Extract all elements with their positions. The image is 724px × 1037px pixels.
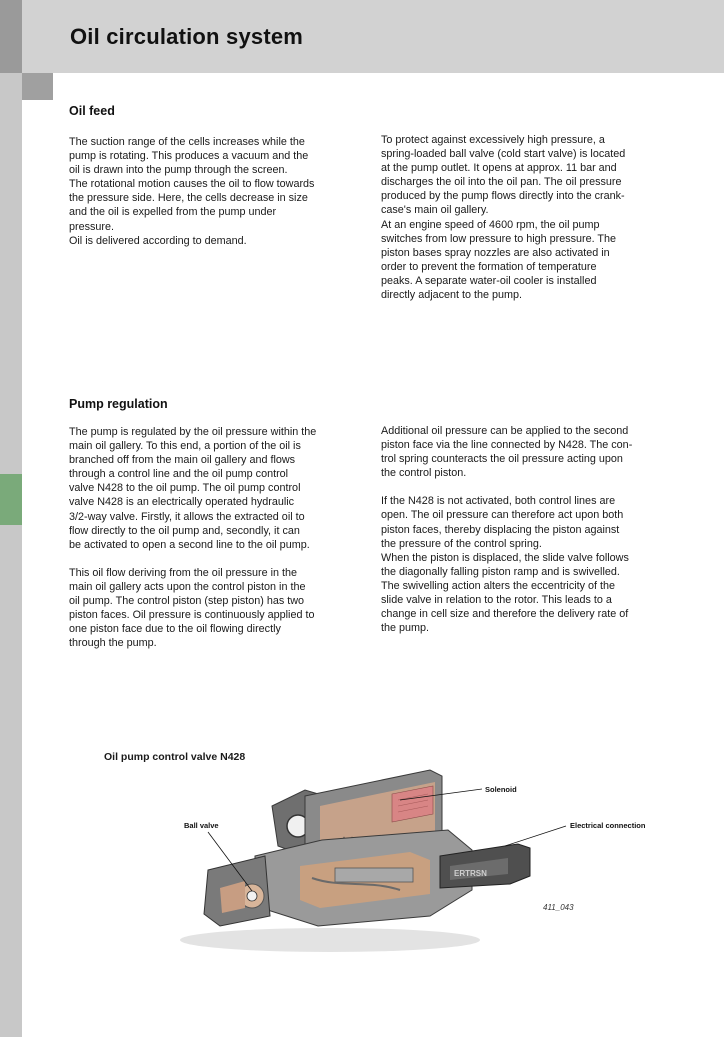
label-solenoid: Solenoid (485, 785, 517, 794)
paragraph: The pump is regulated by the oil pressure within the main oil gallery. To this end, a portion of the oil is branched off from the main oil gallery and flows through a control line and the oil pump control valve N428 to the oil pump. The oil pump control valve N428 is an electrically operated hydraulic 3/2-way valve. Firstly, it allows the extracted oil to flow directly to the oil pump and, secondly, it can be activated to open a second line to the oil pump. (69, 426, 317, 551)
section-heading-pump-regulation: Pump regulation (69, 397, 168, 411)
shadow (180, 928, 480, 952)
page-title: Oil circulation system (70, 24, 304, 49)
paragraph: Additional oil pressure can be applied to the second piston face via the line connected by N428. The con- trol spring counteracts the oil pressure acting upon the control piston. (381, 425, 633, 480)
label-ball-valve: Ball valve (184, 821, 219, 830)
header-corner-block (22, 73, 53, 100)
paragraph: If the N428 is not activated, both control lines are open. The oil pressure can therefore act upon both piston faces, thereby displacing the piston against the pressure of the control spring. When the piston is displaced, the slide valve follows the diagonally falling piston ramp and is swivelled. The swivelling action alters the eccentricity of the slide valve in relation to the rotor. This leads to a change in cell size and therefore the delivery rate of the pump. (381, 495, 629, 635)
connector-text: ERTRSN (454, 869, 487, 878)
paragraph: This oil flow deriving from the oil pressure in the main oil gallery acts upon the control piston in the oil pump. The control piston (step piston) has two piston faces. Oil pressure is continuously applied to one piston face due to the oil flowing directly through the pump. (69, 566, 315, 650)
figure-id: 411_043 (543, 903, 574, 912)
left-margin-bar-top (0, 0, 22, 73)
label-electrical-connection: Electrical connection (570, 821, 646, 830)
leader-electrical-connection (505, 826, 566, 846)
oil-feed-right-column (381, 133, 671, 302)
valve-figure (100, 748, 700, 968)
section-tab-marker (0, 474, 22, 525)
spool (335, 868, 413, 882)
pump-regulation-left-column (69, 425, 359, 650)
paragraph: To protect against excessively high pressure, a spring-loaded ball valve (cold start valve) is located at the pump outlet. It opens at approx. 11 bar and discharges the oil into the oil pan. The oil pressure produced by the pump flows directly into the crank- case's main oil gallery. At an engine speed of 4600 rpm, the oil pump switches from low pressure to high pressure. The piston bases spray nozzles are also activated in order to prevent the formation of temperature peaks. A separate water-oil cooler is installed directly adjacent to the pump. (381, 134, 626, 302)
ball (247, 891, 257, 901)
figure-caption: Oil pump control valve N428 (104, 751, 246, 763)
section-heading-oil-feed: Oil feed (69, 104, 115, 118)
paragraph: The suction range of the cells increases while the pump is rotating. This produces a vacuum and the oil is drawn into the pump through the screen. The rotational motion causes the oil to flow towards the pressure side. Here, the cells decrease in size and the oil is expelled from the pump under pressure. Oil is delivered according to demand. (69, 136, 315, 247)
valve-cutaway-illustration (100, 748, 700, 968)
oil-feed-left-column (69, 135, 359, 248)
pump-regulation-right-column (381, 424, 671, 635)
